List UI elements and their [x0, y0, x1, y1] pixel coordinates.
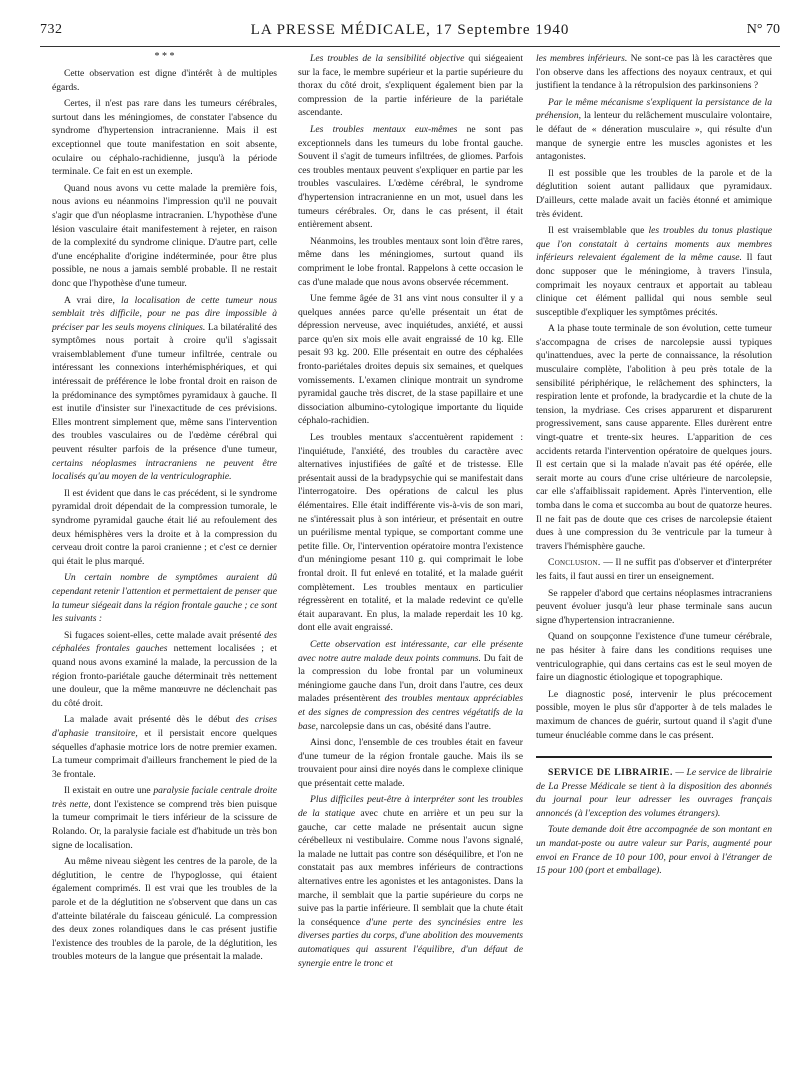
emphasis: des crises d'aphasie transitoire, [52, 714, 277, 739]
paragraph [536, 52, 772, 93]
page-number: 732 [40, 22, 63, 37]
paragraph [52, 294, 277, 484]
paragraph [536, 96, 772, 164]
journal-title: LA PRESSE MÉDICALE, 17 Septembre 1940 [250, 22, 570, 38]
emphasis: Par le même mécanisme s'expliquent la persistance de la préhension, [536, 96, 772, 122]
emphasis: Plus difficiles peut-être à interpréter sont les troubles de la statique [298, 794, 523, 820]
issue-number: N° 70 [746, 22, 780, 37]
paragraph [52, 571, 277, 625]
emphasis: Un certain nombre de symptômes auraient dû cependant retenir l'attention et permettaient de penser que la tumeur siégeait dans la région frontale gauche ; ce sont les suivants : [52, 572, 277, 625]
text-run: — Le service de librairie de La Presse Médicale se tient à la disposition des abonnés du journal pour leur adresser les ouvrages français annoncés (à l'exception des volumes étrangers). [536, 767, 772, 819]
text-run: Ne sont-ce pas là les caractères que l'on observe dans les affections des noyaux centraux, et qui justifient la tendance à la rétropulsion des parkinsoniens ? [536, 53, 772, 92]
emphasis: d'une perte des syncinésies entre les diverses parties du corps, d'une abolition des mouvements automatiques qui assurent l'équilibre, d'un défaut de synergie entre le tronc et [298, 916, 523, 969]
page-header [40, 22, 780, 46]
text-run: Il existait en outre une [64, 785, 151, 797]
text-run: ne sont pas exceptionnels dans les tumeurs du lobe frontal gauche. Souvent il s'agit de tumeurs infiltrées, de gliomes. Parfois ces troubles mentaux peuvent s'expliquer en partie par les troubles vasculaires. L'œdème cérébral, le syndrome d'hypertension intracranienne en un mot, usuel dans les tumeurs cérébrales. Or, dans le cas présent, il était entièrement absent. [298, 123, 523, 231]
emphasis: des céphalées frontales gauches [52, 629, 277, 655]
text-run: — Il ne suffit pas d'observer et d'interpréter les faits, il faut aussi en tirer un enseignement. [536, 557, 772, 582]
emphasis: les membres inférieurs. [536, 53, 628, 64]
emphasis: certains néoplasmes intracraniens ne peuvent être localisés qu'au moyen de la ventriculographie. [52, 457, 277, 483]
paragraph: Certes, il n'est pas rare dans les tumeurs cérébrales, surtout dans les méningiomes, de constater l'absence du syndrome d'hypertension intracranienne. Mais il est exceptionnel que toute manifestation en soit absente, oculaire ou céphalo-rachidienne, jusqu'à la période terminale. Ce fait en est un exemple. [52, 98, 277, 178]
paragraph [298, 793, 523, 970]
text-run: narcolepsie dans un cas, obésité dans l'autre. [320, 720, 492, 732]
paragraph: Au même niveau siègent les centres de la parole, de la déglutition, le centre de l'hypoglosse, qui étaient également comprimés. Il est vrai que les troubles de la parole et de la déglutition ne s'observent que dans un cas d'atteinte bilatérale du faisceau géniculé. La compression des deux zones rolandiques dans le cas présent justifie l'existence des troubles de la parole, de la déglutition, les troubles moteurs de la langue que présentait la malade. [52, 856, 277, 963]
text-run: Du fait de la compression du lobe frontal par un volumineux méningiome gauche dans l'un, droit dans l'autre, ces deux malades présentèrent [298, 652, 523, 705]
paragraph [52, 784, 277, 852]
text-run: la lenteur du relâchement musculaire volontaire, le défaut de « déneration musculaire », qui résulte d'un manque de synergie entre les muscles agonistes et les antagonistes. [536, 110, 772, 163]
notice-paragraph: Toute demande doit être accompagnée de son montant en un mandat-poste ou autre valeur sur Paris, augmenté pour envoi en France de 10 pour 100, pour envoi à l'étranger de 15 pour 100 (port et emballage). [536, 824, 772, 877]
paragraph: Le diagnostic posé, intervenir le plus précocement possible, moyen le plus sûr d'apporter à de tels malades le maximum de chances de guérir, surtout quand il s'agit d'une tumeur énucléable comme dans le cas présent. [536, 688, 772, 741]
text-run: qui siégeaient sur la face, le membre supérieur et la partie supérieure du thorax du côté droit, s'expliquent également bien par la compression de la partie inférieure de la pariétale ascendante. [298, 53, 523, 119]
paragraph: Les troubles mentaux s'accentuèrent rapidement : l'inquiétude, l'anxiété, des troubles du caractère avec alternatives injustifiées de gaîté et de tristesse. Elle présentait aussi de la bradypsychie qui se manifestait dans l'interrogatoire. Des opérations de calcul les plus élémentaires. Elle était indifférente vis-à-vis de son mari, ne s'intéressait plus à son intérieur, et présentait en outre un puérilisme mental typique, se comportant comme une petite fille. Or, l'intervention opératoire montra l'existence d'un méningiome pesant 110 g. qui comprimait le lobe frontal droit. Il fut enlevé en totalité, et la malade guérit complètement. Les troubles mentaux en particulier régressèrent en totalité, et la malade redevint ce qu'elle était auparavant. En plus, la malade reperdait les 10 kg. dont elle avait engraissé. [298, 432, 523, 634]
paragraph: Quand on soupçonne l'existence d'une tumeur cérébrale, ne pas hésiter à faire dans les conditions requises une ventriculographie, qui dans certains cas est le seul moyen de faire un diagnostic étiologique et topographique. [536, 631, 772, 684]
text-run: Il faut donc supposer que le méningiome, à travers l'insula, comprimait les noyaux centraux et apportait au tableau clinique cet élément pallidal qui nous semble seul susceptible d'expliquer les symptômes précités. [536, 252, 772, 318]
bookshop-notice [536, 756, 772, 878]
emphasis: paralysie faciale centrale droite très nette, [52, 785, 277, 810]
notice-title: SERVICE DE LIBRAIRIE. [548, 767, 673, 779]
text-run: La bilatéralité des symptômes nous portait à croire qu'il s'agissait vraisemblablement d'une tumeur infiltrée, centrale ou intéressant les connexions interhémisphériques, et qui intéressait de préférence le lobe frontal droit en raison de la prédominance des symptômes pyramidaux à gauche. Il est inutile d'insister sur l'inexactitude de ces prévisions. Elles montrent simplement que, même sans l'intervention des troubles vasculaires ou de l'œdème cérébral qui peuvent résulter parfois de la présence d'une tumeur, [52, 321, 277, 456]
text-run: dont l'existence se comprend très bien puisque la tumeur comprimait le tiers inférieur de la scissure de Rolando. Or, la paralysie faciale est d'habitude un très bon signe de localisation. [52, 798, 277, 851]
emphasis: Cette observation est intéressante, car elle présente avec notre autre malade deux points communs. [298, 638, 523, 664]
emphasis: Les troubles mentaux eux-mêmes [310, 123, 458, 135]
paragraph [52, 713, 277, 781]
notice-paragraph [536, 766, 772, 820]
paragraph [52, 629, 277, 711]
paragraph: Néanmoins, les troubles mentaux sont loin d'être rares, même dans les méningiomes, surtout quand ils compriment le lobe frontal. Rappelons à cette occasion le cas d'une malade que nous avons observée récemment. [298, 235, 523, 288]
paragraph: Il est possible que les troubles de la parole et de la déglutition soient autant pallidaux que pyramidaux. D'ailleurs, cette malade avait un faciès étonné et amimique très évident. [536, 167, 772, 220]
conclusion-heading: Conclusion. [548, 557, 601, 569]
paragraph [536, 224, 772, 319]
paragraph [298, 52, 523, 120]
paragraph: A la phase toute terminale de son évolution, cette tumeur s'accompagna de crises de narcolepsie aussi typiques qu'inattendues, avec la perte de connaissance, la résolution musculaire complète, l'abolition à peu près totale de la sensibilité périphérique, le relâchement des sphincters, la respiration lente et profonde, la bradycardie et la chute de la tension, la mydriase. Ces crises apparurent et disparurent progressivement, sans cause apparente. Elles durèrent entre vingt-quatre et trente-six heures. L'apparition de ces accidents retarda l'intervention opératoire de quelques jours. Il est certain que si la malade n'avait pas été opérée, elle serait morte au cours d'une crise ultérieure de narcolepsie, car elle s'affaiblissait rapidement. Après l'intervention, elle tomba dans le coma et succomba au bout de quatorze heures. Il ne fait pas de doute que ces crises de narcolepsie étaient dues à une compression du 3e ventricule par la tumeur à travers l'hémisphère gauche. [536, 323, 772, 552]
paragraph: Se rappeler d'abord que certains néoplasmes intracraniens peuvent évoluer jusqu'à leur phase terminale sans aucun signe d'hypertension intracranienne. [536, 587, 772, 626]
emphasis: les troubles du tonus plastique que l'on constatait à certains moments aux membres inférieurs relevaient également de la même cause. [536, 225, 772, 264]
text-run: nettement localisées ; et quand nous avons examiné la malade, la percussion de la région fronto-pariétale gauche déterminait très nettement une douleur, que la même manœuvre ne déclenchait pas du côté droit. [52, 643, 277, 709]
emphasis: la localisation de cette tumeur nous semblait très difficile, pour ne pas dire impossible à préciser par les seuls moyens cliniques. [52, 294, 277, 333]
paragraph: Une femme âgée de 31 ans vint nous consulter il y a quelques années parce qu'elle présentait un état de dépression nerveuse, avec inquiétudes, anxiété, et aussi parce qu'en six mois elle avait engraissé de 10 kg. Elle pesait 93 kg. 200. Elle présentait en outre des céphalées fronto-pariétales droites depuis six semaines, et quelques vomissements. L'examen clinique montrait un syndrome pyramidal gauche très discret, de la stase papillaire et une dissociation albumino-cytologique importante du liquide céphalo-rachidien. [298, 293, 523, 427]
text-run: avec chute en arrière et un peu sur la gauche, car cette malade ne présentait aucun signe cérébelleux ni vestibulaire. Comme nous l'avons signalé, la malade ne luttait pas contre son déséquilibre, et l'on ne constatait pas aux membres inférieurs de contractions alternatives entre les agonistes et les antagonistes. Dans la marche, il semblait que la partie supérieure du corps ne suive pas la partie inférieure. Il semblait que la chute était la conséquence [298, 808, 523, 928]
paragraph: Il est évident que dans le cas précédent, si le syndrome pyramidal droit dépendait de la compression tumorale, le syndrome pyramidal gauche était lié au refoulement des deux hémisphères vers la droite et à la compression du cerveau droit contre la paroi cranienne ; et c'est ce dernier qui était le plus marqué. [52, 487, 277, 567]
section-stars: * * * [154, 51, 175, 62]
text-run: Si fugaces soient-elles, cette malade avait présenté [64, 629, 262, 641]
text-run: La malade avait présenté dès le début [64, 714, 230, 726]
text-run: A vrai dire, [64, 294, 115, 306]
paragraph [298, 638, 523, 733]
emphasis: des troubles mentaux appréciables et des signes de compression des centres végétatifs de la base, [298, 693, 523, 732]
column-3 [536, 52, 772, 878]
text-run: et il persistait encore quelques séquelles d'aphasie motrice lors de notre premier examen. La tumeur comprimait d'ailleurs franchement le pied de la 3e frontale. [52, 727, 277, 780]
paragraph [298, 123, 523, 232]
paragraph: Quand nous avons vu cette malade la première fois, nous avions eu néanmoins l'impression qu'il ne pouvait s'agir que d'un néoplasme intracranien. L'hypothèse d'une lésion vasculaire était manifestement à rejeter, en raison de la complexité du syndrome clinique. D'autre part, celle d'une encéphalite d'origine indéterminée, pour être plus possible, ne nous a jamais semblé probable. Il ne restait donc que l'hypothèse d'une tumeur. [52, 182, 277, 289]
emphasis: Les troubles de la sensibilité objective [310, 53, 465, 64]
paragraph: Cette observation est digne d'intérêt à de multiples égards. [52, 68, 277, 93]
column-2 [298, 52, 523, 970]
paragraph: Ainsi donc, l'ensemble de ces troubles était en faveur d'une tumeur de la région frontale gauche. Mais ils se trouvaient pour ainsi dire noyés dans le complexe clinique que présentait cette malade. [298, 737, 523, 789]
header-rule [40, 46, 780, 47]
text-run: Il est vraisemblable que [548, 225, 645, 237]
column-1 [52, 52, 277, 964]
paragraph [536, 556, 772, 583]
